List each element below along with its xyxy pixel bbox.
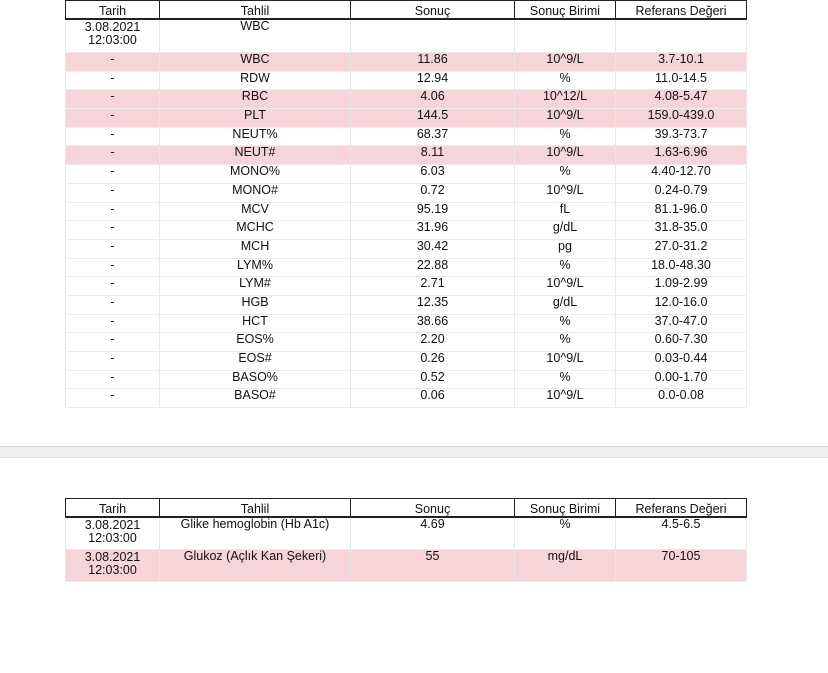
date-cell <box>66 517 160 550</box>
table-row <box>66 352 747 371</box>
test-cell: MCH <box>160 239 351 258</box>
result-cell: 0.52 <box>351 370 515 389</box>
group-time: 12:03:00 <box>88 33 137 47</box>
reference-cell: 11.0-14.5 <box>616 71 747 90</box>
result-cell: 144.5 <box>351 109 515 128</box>
reference-cell: 4.5-6.5 <box>616 517 747 550</box>
reference-cell: 159.0-439.0 <box>616 109 747 128</box>
row-time: 12:03:00 <box>88 531 137 545</box>
group-ref <box>616 19 747 53</box>
unit-cell: 10^9/L <box>515 277 616 296</box>
result-cell: 4.69 <box>351 517 515 550</box>
result-cell: 0.06 <box>351 389 515 408</box>
reference-cell: 4.08-5.47 <box>616 90 747 109</box>
reference-cell: 27.0-31.2 <box>616 239 747 258</box>
table-row <box>66 277 747 296</box>
reference-cell: 70-105 <box>616 550 747 582</box>
unit-cell: 10^9/L <box>515 352 616 371</box>
date-cell: - <box>66 146 160 165</box>
date-cell: - <box>66 389 160 408</box>
unit-cell: % <box>515 165 616 184</box>
group-date: 3.08.2021 <box>84 20 141 34</box>
reference-cell: 1.09-2.99 <box>616 277 747 296</box>
result-cell: 68.37 <box>351 127 515 146</box>
test-cell: RBC <box>160 90 351 109</box>
header-sonuc: Sonuç <box>351 499 515 518</box>
unit-cell: pg <box>515 239 616 258</box>
date-cell: - <box>66 183 160 202</box>
test-cell: EOS% <box>160 333 351 352</box>
table-row <box>66 333 747 352</box>
result-cell: 38.66 <box>351 314 515 333</box>
table-row <box>66 370 747 389</box>
date-cell: - <box>66 333 160 352</box>
test-cell: PLT <box>160 109 351 128</box>
reference-cell: 0.03-0.44 <box>616 352 747 371</box>
header-referans: Referans Değeri <box>616 1 747 20</box>
page-separator <box>0 446 828 458</box>
header-sonuc: Sonuç <box>351 1 515 20</box>
header-tahlil: Tahlil <box>160 1 351 20</box>
row-date: 3.08.2021 <box>84 550 141 564</box>
group-test: WBC <box>160 19 351 53</box>
table-row <box>66 258 747 277</box>
header-birim: Sonuç Birimi <box>515 499 616 518</box>
table-row <box>66 165 747 184</box>
date-cell: - <box>66 109 160 128</box>
test-cell: RDW <box>160 71 351 90</box>
unit-cell: % <box>515 258 616 277</box>
date-cell: - <box>66 165 160 184</box>
result-cell: 8.11 <box>351 146 515 165</box>
date-cell: - <box>66 258 160 277</box>
date-cell: - <box>66 295 160 314</box>
table-row <box>66 550 747 582</box>
table-row <box>66 295 747 314</box>
table-header-row <box>66 1 747 20</box>
reference-cell: 0.60-7.30 <box>616 333 747 352</box>
date-cell: - <box>66 370 160 389</box>
unit-cell: 10^9/L <box>515 389 616 408</box>
date-cell: - <box>66 352 160 371</box>
result-cell: 0.26 <box>351 352 515 371</box>
result-cell: 4.06 <box>351 90 515 109</box>
group-row <box>66 19 747 53</box>
result-cell: 22.88 <box>351 258 515 277</box>
test-cell: Glukoz (Açlık Kan Şekeri) <box>160 550 351 582</box>
test-cell: BASO% <box>160 370 351 389</box>
table-header-row <box>66 499 747 518</box>
reference-cell: 1.63-6.96 <box>616 146 747 165</box>
test-cell: LYM% <box>160 258 351 277</box>
reference-cell: 0.24-0.79 <box>616 183 747 202</box>
test-cell: NEUT% <box>160 127 351 146</box>
result-cell: 2.71 <box>351 277 515 296</box>
table-row <box>66 389 747 408</box>
unit-cell: mg/dL <box>515 550 616 582</box>
report-page-2 <box>0 458 828 673</box>
unit-cell: g/dL <box>515 221 616 240</box>
header-birim: Sonuç Birimi <box>515 1 616 20</box>
result-cell: 0.72 <box>351 183 515 202</box>
unit-cell: 10^9/L <box>515 53 616 72</box>
date-cell: - <box>66 314 160 333</box>
result-cell: 11.86 <box>351 53 515 72</box>
header-tarih: Tarih <box>66 1 160 20</box>
result-cell: 30.42 <box>351 239 515 258</box>
test-cell: EOS# <box>160 352 351 371</box>
unit-cell: % <box>515 370 616 389</box>
reference-cell: 31.8-35.0 <box>616 221 747 240</box>
unit-cell: 10^9/L <box>515 146 616 165</box>
table-row <box>66 109 747 128</box>
test-cell: MONO% <box>160 165 351 184</box>
result-cell: 6.03 <box>351 165 515 184</box>
table-row <box>66 71 747 90</box>
date-cell: - <box>66 127 160 146</box>
unit-cell: % <box>515 333 616 352</box>
unit-cell: % <box>515 71 616 90</box>
date-cell <box>66 550 160 582</box>
table-row <box>66 517 747 550</box>
table-row <box>66 127 747 146</box>
unit-cell: 10^12/L <box>515 90 616 109</box>
reference-cell: 0.0-0.08 <box>616 389 747 408</box>
date-cell: - <box>66 239 160 258</box>
row-date: 3.08.2021 <box>84 518 141 532</box>
table-row <box>66 146 747 165</box>
test-cell: WBC <box>160 53 351 72</box>
result-cell: 31.96 <box>351 221 515 240</box>
result-cell: 95.19 <box>351 202 515 221</box>
test-cell: MONO# <box>160 183 351 202</box>
table-row <box>66 202 747 221</box>
reference-cell: 37.0-47.0 <box>616 314 747 333</box>
group-unit <box>515 19 616 53</box>
date-cell: - <box>66 53 160 72</box>
reference-cell: 4.40-12.70 <box>616 165 747 184</box>
date-cell: - <box>66 221 160 240</box>
header-referans: Referans Değeri <box>616 499 747 518</box>
table-row <box>66 314 747 333</box>
test-cell: HGB <box>160 295 351 314</box>
test-cell: Glike hemoglobin (Hb A1c) <box>160 517 351 550</box>
result-cell: 12.94 <box>351 71 515 90</box>
result-cell: 12.35 <box>351 295 515 314</box>
unit-cell: fL <box>515 202 616 221</box>
date-cell: - <box>66 71 160 90</box>
test-cell: HCT <box>160 314 351 333</box>
reference-cell: 0.00-1.70 <box>616 370 747 389</box>
reference-cell: 39.3-73.7 <box>616 127 747 146</box>
table-row <box>66 239 747 258</box>
unit-cell: g/dL <box>515 295 616 314</box>
date-cell: - <box>66 202 160 221</box>
unit-cell: % <box>515 517 616 550</box>
table-row <box>66 53 747 72</box>
date-cell: - <box>66 90 160 109</box>
unit-cell: % <box>515 127 616 146</box>
hemogram-table <box>65 0 747 408</box>
test-cell: MCV <box>160 202 351 221</box>
reference-cell: 3.7-10.1 <box>616 53 747 72</box>
table-row <box>66 90 747 109</box>
group-result <box>351 19 515 53</box>
header-tarih: Tarih <box>66 499 160 518</box>
reference-cell: 81.1-96.0 <box>616 202 747 221</box>
test-cell: NEUT# <box>160 146 351 165</box>
header-tahlil: Tahlil <box>160 499 351 518</box>
test-cell: BASO# <box>160 389 351 408</box>
test-cell: LYM# <box>160 277 351 296</box>
table-row <box>66 183 747 202</box>
reference-cell: 18.0-48.30 <box>616 258 747 277</box>
biochemistry-table <box>65 498 747 582</box>
row-time: 12:03:00 <box>88 563 137 577</box>
reference-cell: 12.0-16.0 <box>616 295 747 314</box>
group-date-cell <box>66 19 160 53</box>
result-cell: 55 <box>351 550 515 582</box>
unit-cell: 10^9/L <box>515 109 616 128</box>
table-row <box>66 221 747 240</box>
unit-cell: % <box>515 314 616 333</box>
result-cell: 2.20 <box>351 333 515 352</box>
unit-cell: 10^9/L <box>515 183 616 202</box>
test-cell: MCHC <box>160 221 351 240</box>
date-cell: - <box>66 277 160 296</box>
